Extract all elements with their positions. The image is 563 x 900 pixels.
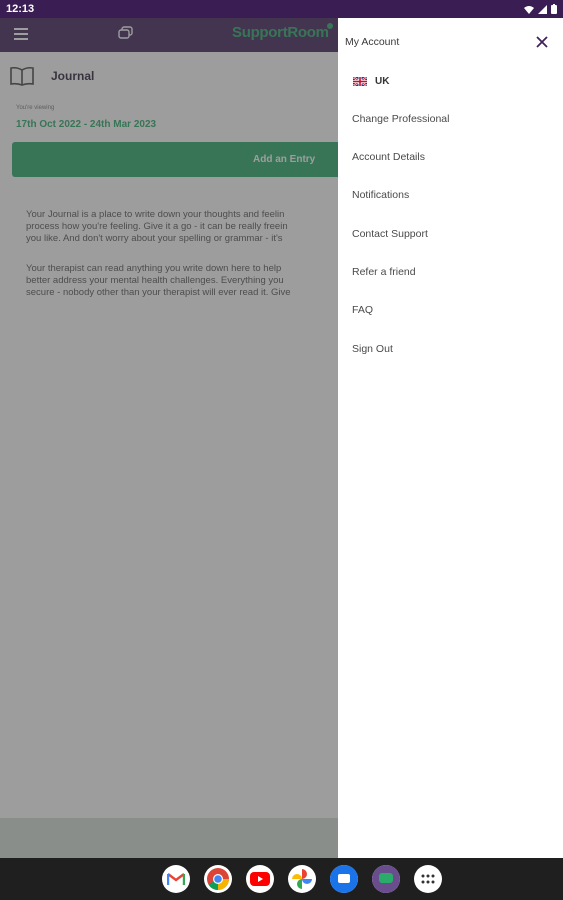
language-selector[interactable] <box>353 76 389 87</box>
language-label: UK <box>375 76 390 87</box>
gmail-icon[interactable] <box>162 865 190 893</box>
menu-item-contact-support[interactable]: Contact Support <box>352 228 428 240</box>
status-time: 12:13 <box>6 3 35 15</box>
menu-item-faq[interactable]: FAQ <box>352 304 374 316</box>
messages-icon[interactable] <box>330 865 358 893</box>
menu-item-refer-a-friend[interactable]: Refer a friend <box>352 266 416 278</box>
status-icons <box>524 4 557 14</box>
drawer-title: My Account <box>345 36 400 48</box>
chrome-icon[interactable] <box>204 865 232 893</box>
signal-icon <box>538 5 547 14</box>
youtube-icon[interactable] <box>246 865 274 893</box>
status-bar <box>0 0 563 18</box>
close-icon[interactable] <box>535 35 549 49</box>
menu-item-change-professional[interactable]: Change Professional <box>352 113 450 125</box>
drawer-scrim[interactable] <box>0 18 338 858</box>
system-dock <box>0 858 563 900</box>
photos-icon[interactable] <box>288 865 316 893</box>
app-drawer-icon[interactable] <box>414 865 442 893</box>
menu-item-account-details[interactable]: Account Details <box>352 151 425 163</box>
account-drawer <box>338 18 563 858</box>
menu-item-notifications[interactable]: Notifications <box>352 189 410 201</box>
menu-item-sign-out[interactable]: Sign Out <box>352 343 393 355</box>
wifi-icon <box>524 5 534 14</box>
uk-flag-icon <box>353 77 367 86</box>
battery-icon <box>551 4 557 14</box>
chat-app-icon[interactable] <box>372 865 400 893</box>
